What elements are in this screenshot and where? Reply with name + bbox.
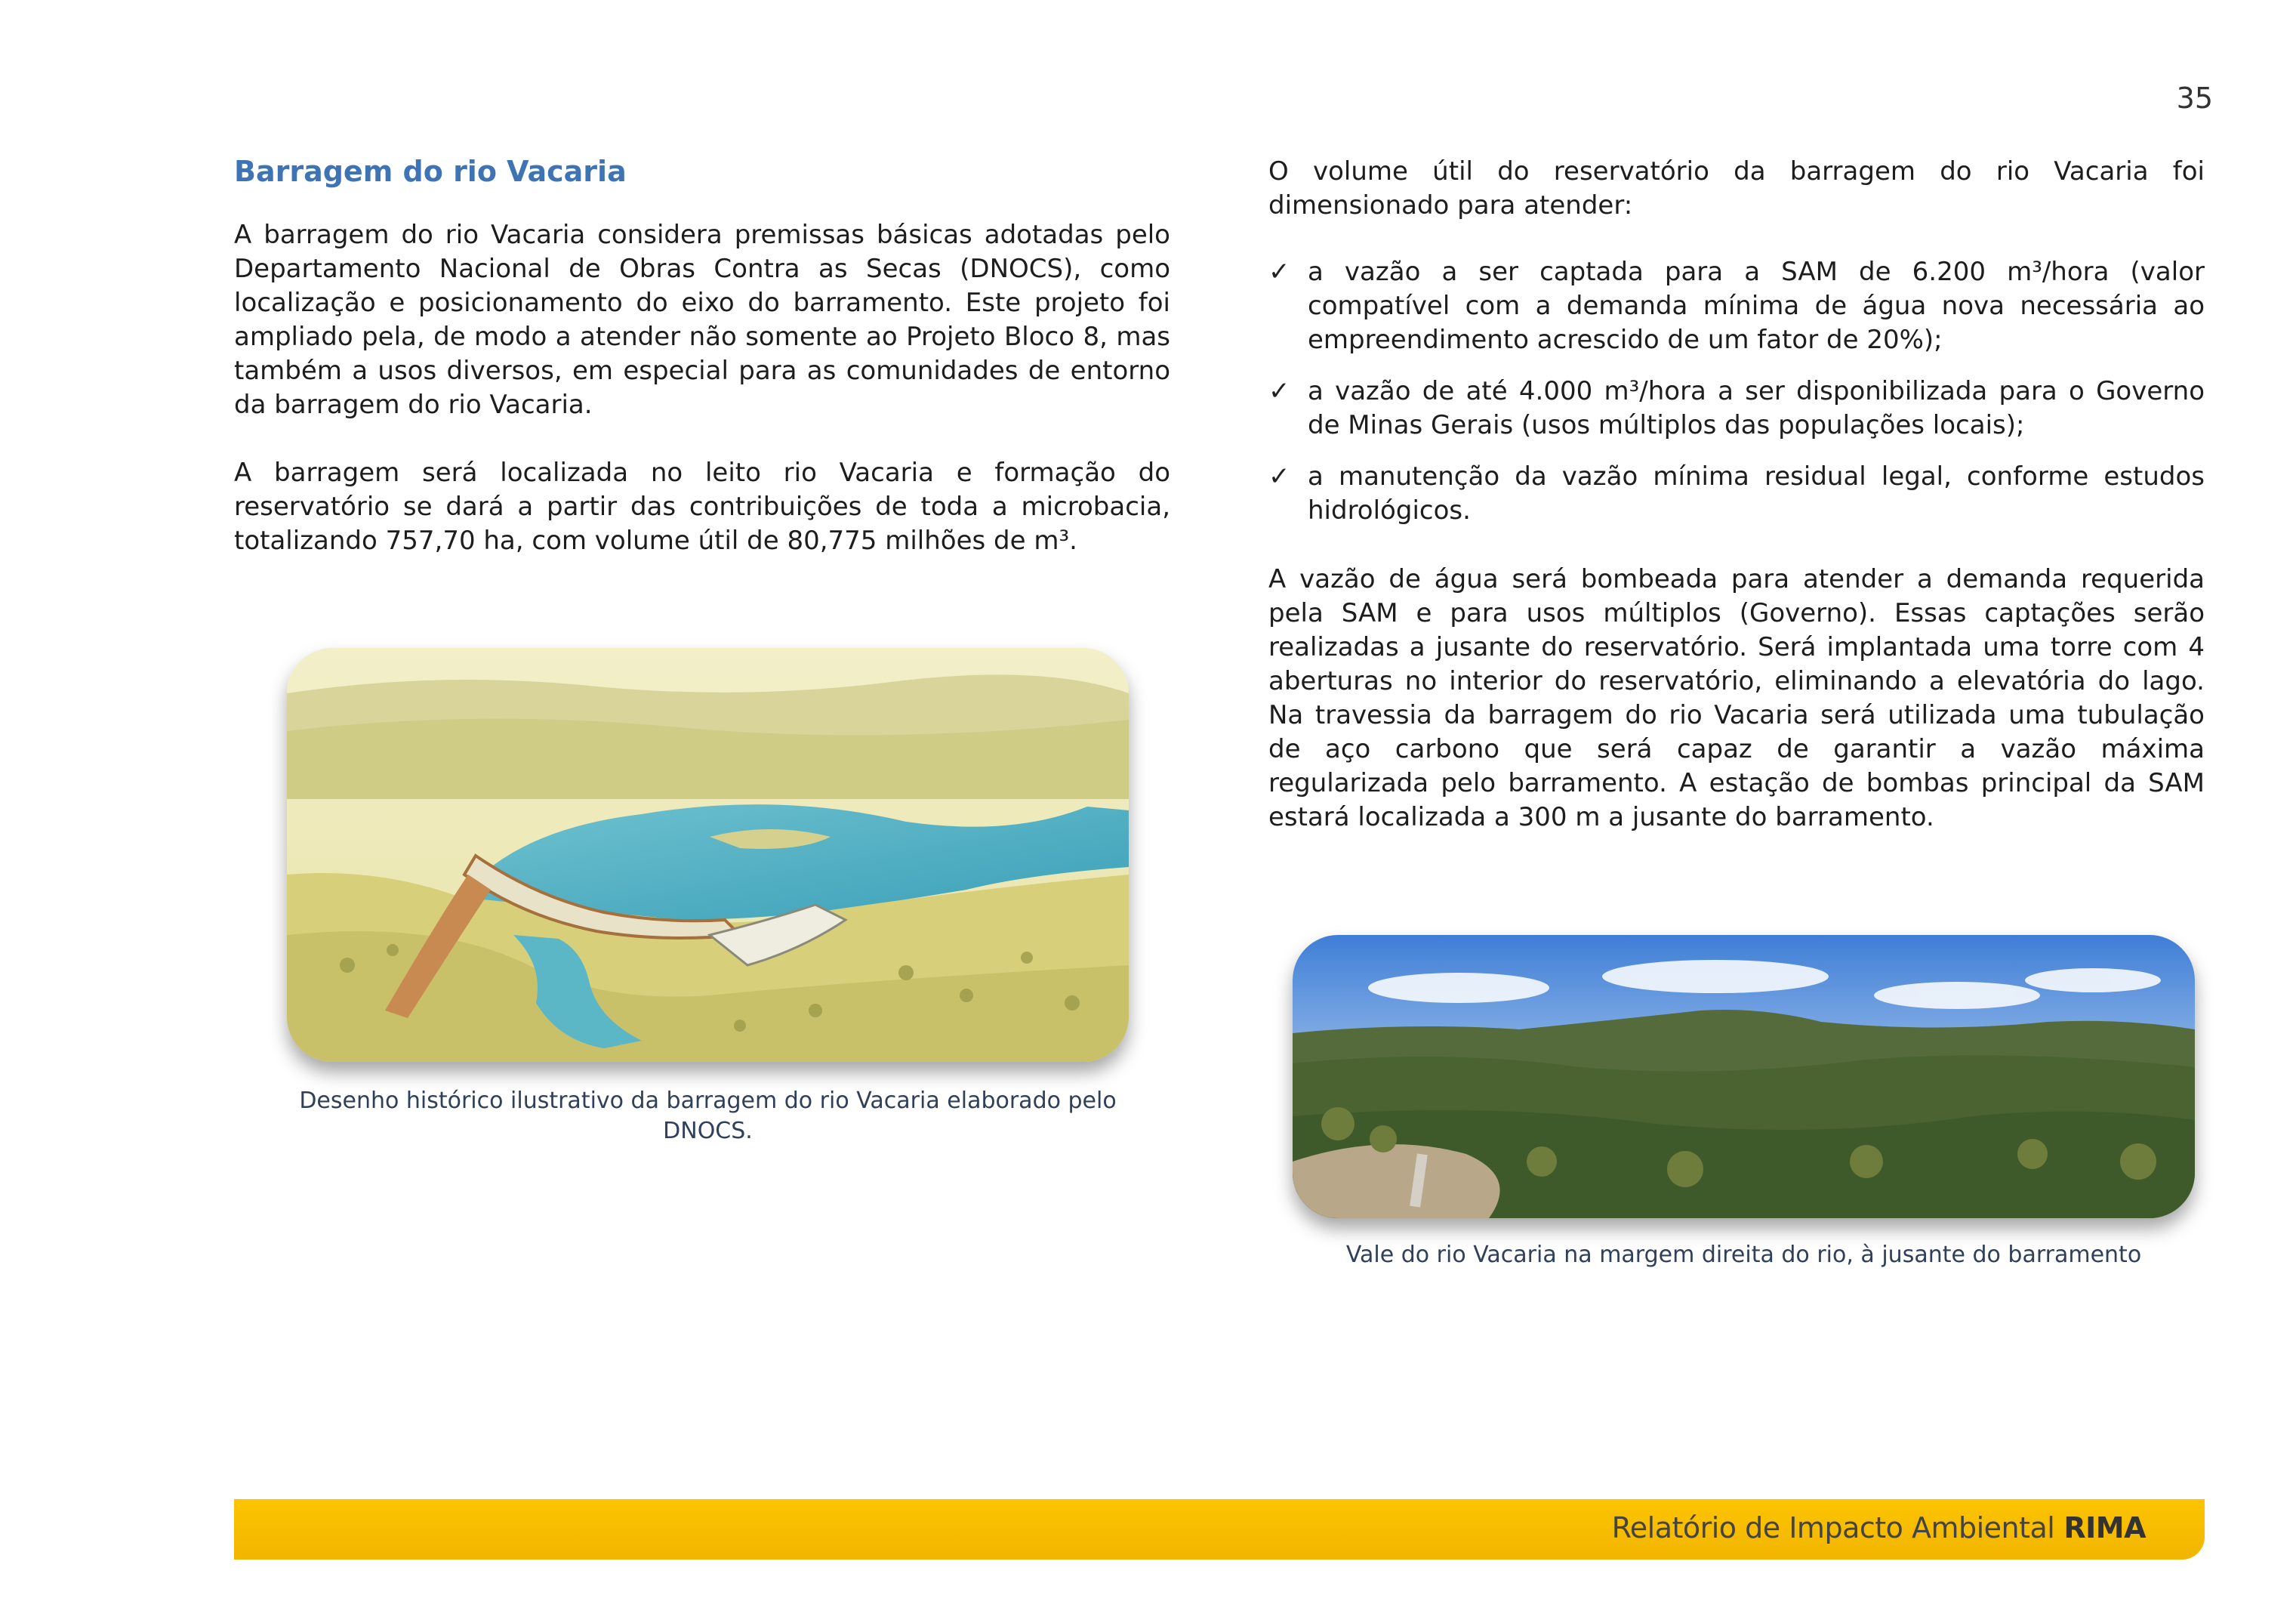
left-column <box>234 155 1170 558</box>
valley-photo-caption: Vale do rio Vacaria na margem direita do rio, à jusante do barramento <box>1345 1242 2142 1268</box>
checklist <box>1268 255 2205 528</box>
page-number: 35 <box>2176 82 2213 115</box>
dam-illustration-image <box>287 648 1129 1062</box>
valley-photo-drawing <box>1293 935 2195 1218</box>
section-heading: Barragem do rio Vacaria <box>234 155 627 188</box>
list-item <box>1268 460 2205 528</box>
paragraph-pumping: A vazão de água será bombeada para atender a demanda requerida pela SAM e para usos múltiplos (Governo). Essas captações serão realizadas a jusante do reservatório. Será implantada uma torre com 4 aberturas no interior do reservatório, eliminando a elevatória do lago. Na travessia da barragem do rio Vacaria será utilizada uma tubulação de aço carbono que será capaz de garantir a vazão máxima regularizada pelo barramento. A estação de bombas principal da SAM estará localizada a 300 m a jusante do barramento. <box>1268 564 2205 832</box>
right-column <box>1268 155 2205 835</box>
footer-abbreviation: RIMA <box>2063 1511 2146 1544</box>
dam-illustration-caption: Desenho histórico ilustrativo da barragem do rio Vacaria elaborado pelo DNOCS. <box>299 1088 1117 1144</box>
list-item-text: a vazão de até 4.000 m³/hora a ser disponibilizada para o Governo de Minas Gerais (usos múltiplos das populações locais); <box>1308 376 2205 440</box>
paragraph-dam-premises: A barragem do rio Vacaria considera premissas básicas adotadas pelo Departamento Nacional de Obras Contra as Secas (DNOCS), como localização e posicionamento do eixo do barramento. Este projeto foi ampliado pela, de modo a atender não somente ao Projeto Bloco 8, mas também a usos diversos, em especial para as comunidades de entorno da barragem do rio Vacaria. <box>234 220 1170 420</box>
list-item-text: a manutenção da vazão mínima residual legal, conforme estudos hidrológicos. <box>1308 461 2205 526</box>
dam-illustration-drawing <box>287 648 1129 1062</box>
valley-photo-image <box>1293 935 2195 1218</box>
check-icon: ✓ <box>1268 376 1290 406</box>
footer-bar <box>234 1499 2205 1560</box>
paragraph-dam-location: A barragem será localizada no leito rio Vacaria e formação do reservatório se dará a partir das contribuições de toda a microbacia, totalizando 757,70 ha, com volume útil de 80,775 milhões de m³. <box>234 458 1170 556</box>
list-item <box>1268 255 2205 357</box>
check-icon: ✓ <box>1268 257 1290 287</box>
list-item <box>1268 375 2205 443</box>
list-item-text: a vazão a ser captada para a SAM de 6.200 m³/hora (valor compatível com a demanda mínima de água nova necessária ao empreendimento acrescido de um fator de 20%); <box>1308 257 2205 355</box>
footer-title <box>1612 1511 2146 1544</box>
check-icon: ✓ <box>1268 461 1290 492</box>
paragraph-reservoir-intro: O volume útil do reservatório da barragem do rio Vacaria foi dimensionado para atender: <box>1268 156 2205 221</box>
footer-report-title: Relatório de Impacto Ambiental <box>1611 1511 2055 1544</box>
